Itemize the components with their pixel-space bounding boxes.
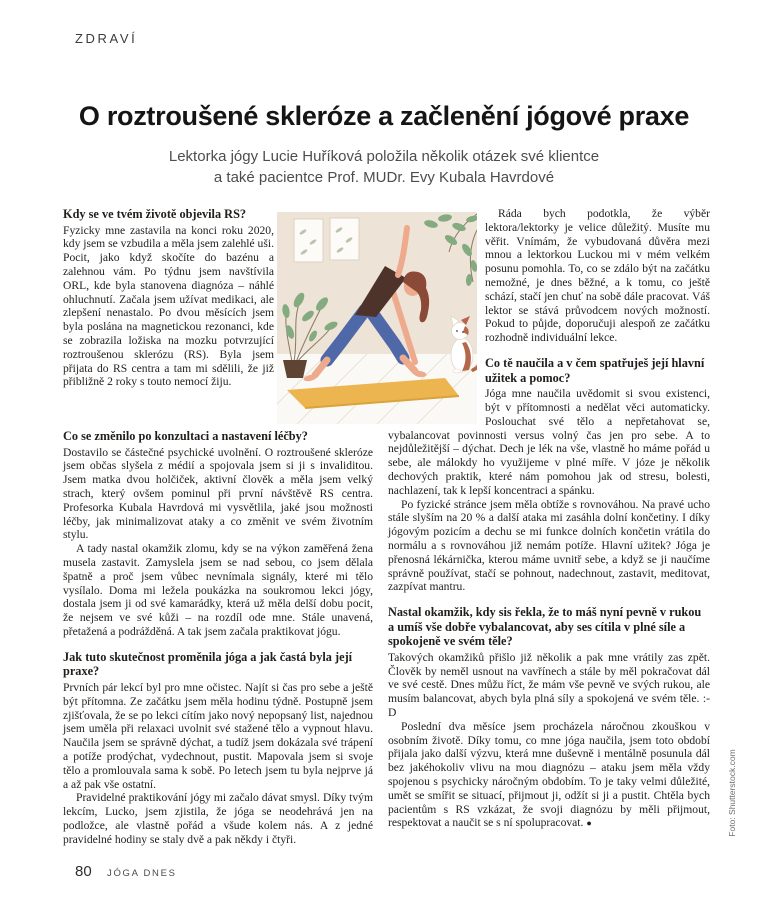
answer-paragraph: Takových okamžiků přišlo již několik a pak mne vrátily zas zpět. Člověk by neměl usnout na vavřínech a stále by měl pokračovat dál ve své cestě. Dnes můžu říct, že mám vše pevně ve svých rukou, ale musím balancovat, abych byla plná síly a spokojená ve svém těle. :-D bbox=[388, 650, 710, 720]
question-heading-3: Jak tuto skutečnost proměnila jóga a jak častá byla její praxe? bbox=[63, 649, 353, 679]
answer-paragraph: Fyzicky mne zastavila na konci roku 2020, kdy jsem se vzbudila a měla jsem zalehlé uši. Pocit, jako když skočíte do bazénu a zalehnou vám. Po týdnu jsem navštívila ORL, kde byla stanovena diagnóza – náhlé ohluchnutí. Začala jsem užívat medikaci, ale zlepšení nenastalo. Po dvou měsících jsem byla poslána na magnetickou rezonanci, kde se zobrazila ložiska na mozku potvrzující roztroušenou sklerózu (RS). Byla jsem přijata do RS centra a tam mi sdělili, že již přibližně 2 roky s touto nemocí žiju. bbox=[63, 223, 274, 389]
end-of-article-icon: ● bbox=[586, 818, 592, 829]
question-heading-1: Kdy se ve tvém životě objevila RS? bbox=[63, 207, 247, 221]
answer-paragraph: Prvních pár lekcí byl pro mne očistec. Najít si čas pro sebe a ještě být přítomna. Ze začátku jsem měla hodinu týdně. Postupně jsem zjišťovala, že se po lekci cítím jako nový nepopsaný list, najednou jsem uměla při relaxaci uvolnit své stažené tělo a vypnout hlavu. Naučila jsem se správně dýchat, a tudíž jsem dokázala své trápení a potíže prodýchat, vydechnout, pustit. Mapovala jsem si svoje tělo a promlouvala sama k sobě. Po letech jsem tu byla nejprve já a až pak vše ostatní. bbox=[63, 680, 373, 791]
article-title: O roztroušené skleróze a začlenění jógové praxe bbox=[78, 101, 690, 131]
answer-paragraph: Po fyzické stránce jsem měla obtíže s rovnováhou. Na pravé ucho stále slyším na 20 % a další ataka mi zasáhla dolní končetiny. I díky jógovým pozicím a dechu se mi funkce dolních končetin vrátila do normálu a s rovnováhou již nemám potíže. Hlavní užitek? Jóga je přenosná lékárnička, kterou máme uvnitř sebe, a když se ji naučíme správně používat, stačí se pohnout, nadechnout, zastavit, meditovat, zazpívat mantru. bbox=[388, 497, 710, 594]
page-number: 80 bbox=[75, 863, 92, 880]
answer-paragraph: Jóga mne naučila uvědomit si svou existenci, být v přítomnosti a nedělat věci automaticky. Poslouchat své tělo a nepřetahovat se, vybalancovat povinnosti versus volný čas jen pro sebe. A to nejdůležitější – dýchat. Dech je lék na vše, vlastně ho máme pořád u sebe, ale málokdy ho využijeme v plné míře. V józe je několik dechových praktik, které nám pomohou jak od stresu, bolesti, nachlazení, tak k lepší koncentraci a spánku. bbox=[388, 387, 710, 497]
answer-paragraph: Ráda bych podotkla, že výběr lektora/lektorky je velice důležitý. Musíte mu věřit. Vnímám, že vybudovaná důvěra mezi mnou a lektorkou Luckou mi v mém velkém posunu pomohla. To, co se zdálo být na začátku nemožné, je dnes běžné, a k tomu, co ještě schází, stačí jen chuť na sobě dále pracovat. Váš lektor se stává průvodcem nových možností. Pokud to půjde, doporučuji alespoň ze začátku rozhodně individuální lekce. bbox=[485, 207, 710, 345]
photo-credit: Foto: Shutterstock.com bbox=[727, 749, 737, 837]
subtitle-line-2: a také pacientce Prof. MUDr. Evy Kubala Havrdové bbox=[213, 169, 555, 186]
answer-text: Poslední dva měsíce jsem procházela náročnou zkouškou v osobním životě. Díky tomu, co mne jóga naučila, jsem toto období přijala jako další výzvu, která mne duševně i mentálně posunula dál bez jakéhokoliv vlivu na mou diagnózu – ataku jsem měla vždy spojenou s psychicky náročným obdobím. To je taky velmi důležité, umět se smířit se situací, přijmout ji, odžít si ji a pustit. Chtěla bych pacientům s RS vzkázat, že svoji diagnózu by měli přijmout, respektovat a naučit se s ní spolupracovat. bbox=[388, 719, 710, 830]
subtitle-line-1: Lektorka jógy Lucie Huříková položila několik otázek své klientce bbox=[168, 148, 600, 165]
question-heading-4: Co tě naučila a v čem spatřuješ její hlavní užitek a pomoc? bbox=[485, 355, 705, 385]
question-heading-2: Co se změnilo po konzultaci a nastavení léčby? bbox=[63, 429, 308, 443]
answer-paragraph: Pravidelné praktikování jógy mi začalo dávat smysl. Díky tvým lekcím, Lucko, jsem zjistila, že jóga se neodehrává jen na podložce, ale vlastně pořád a všude kolem nás. A z jedné pravidelné hodiny se staly dvě a pak někdy i čtyři. bbox=[63, 791, 373, 846]
magazine-name: JÓGA DNES bbox=[107, 868, 177, 879]
answer-paragraph: A tady nastal okamžik zlomu, kdy se na výkon zaměřená žena musela zastavit. Zamyslela jsem se nad sebou, co jsem dělala špatně a proč jsem vůbec nevnímala signály, které mi tělo vysílalo. Doma mi ležela poukázka na soukromou lekci jógy, dostala jsem ji od své kamarádky, která už měla delší dobu pocit, že nejsem ve své kůži – na rozdíl ode mne. Stále unavená, přetažená a podrážděná. A tak jsem začala praktikovat jógu. bbox=[63, 542, 373, 638]
answer-paragraph bbox=[388, 720, 710, 830]
answer-paragraph: Dostavilo se částečné psychické uvolnění. O roztroušené skleróze jsem občas slyšela z médií a spojovala jsem si ji s invaliditou. Jsem matka dvou holčiček, aktivní člověk a měla jsem velký strach, který ovšem pominul při první návštěvě RS centra. Profesorka Kubala Havrdová mi vysvětlila, jaké jsou možnosti léčby, jak minimalizovat ataky a co změnit ve svém životním stylu. bbox=[63, 445, 373, 542]
yoga-illustration bbox=[277, 212, 477, 424]
question-heading-5: Nastal okamžik, kdy sis řekla, že to máš nyní pevně v rukou a umíš vše dobře vybalancovat, aby ses cítila v plné síle a spokojeně ve svém těle? bbox=[388, 605, 702, 649]
article-subtitle bbox=[0, 146, 768, 188]
section-label: ZDRAVÍ bbox=[75, 31, 138, 46]
